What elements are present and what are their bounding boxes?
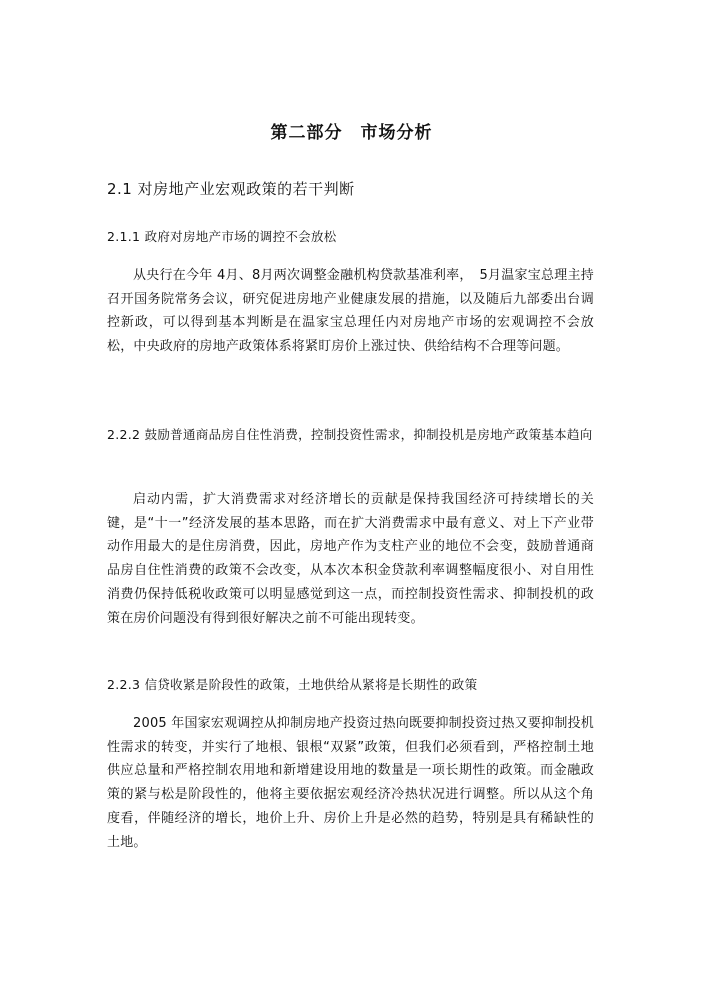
- paragraph-1: 从央行在今年 4月、8月两次调整金融机构贷款基准利率， 5月温家宝总理主持召开国务院常务会议，研究促进房地产业健康发展的措施，以及随后九部委出台调控新政，可以得到基本判断是在温家宝总理任内对房地产市场的宏观调控不会放松，中央政府的房地产政策体系将紧盯房价上涨过快、供给结构不合理等问题。: [107, 268, 594, 355]
- paragraph-2: 启动内需，扩大消费需求对经济增长的贡献是保持我国经济可持续增长的关键，是“十一”经济发展的基本思路，而在扩大消费需求中最有意义、对上下产业带动作用最大的是住房消费，因此，房地产作为支柱产业的地位不会变，鼓励普通商品房自住性消费的政策不会改变，从本次本积金贷款利率调整幅度很小、对自用性消费仍保持低税收政策可以明显感觉到这一点，而控制投资性需求、抑制投机的政策在房价问题没有得到很好解决之前不可能出现转变。: [107, 492, 594, 626]
- subsection-heading-2: 2.2.2 鼓励普通商品房自住性消费，控制投资性需求，抑制投机是房地产政策基本趋向: [107, 427, 593, 442]
- subsection-heading-3: 2.2.3 信贷收紧是阶段性的政策，土地供给从紧将是长期性的政策: [107, 677, 478, 692]
- subsection-heading-1: 2.1.1 政府对房地产市场的调控不会放松: [107, 229, 337, 244]
- section-heading: 2.1 对房地产业宏观政策的若干判断: [107, 180, 355, 198]
- page-title: 第二部分 市场分析: [270, 123, 433, 143]
- paragraph-3: 2005 年国家宏观调控从抑制房地产投资过热向既要抑制投资过热又要抑制投机性需求的转变，并实行了地根、银根“双紧”政策，但我们必须看到，严格控制土地供应总量和严格控制农用地和新增建设用地的数量是一项长期性的政策。而金融政策的紧与松是阶段性的，他将主要依据宏观经济冷热状况进行调整。所以从这个角度看，伴随经济的增长，地价上升、房价上升是必然的趋势，特别是具有稀缺性的土地。: [107, 716, 594, 850]
